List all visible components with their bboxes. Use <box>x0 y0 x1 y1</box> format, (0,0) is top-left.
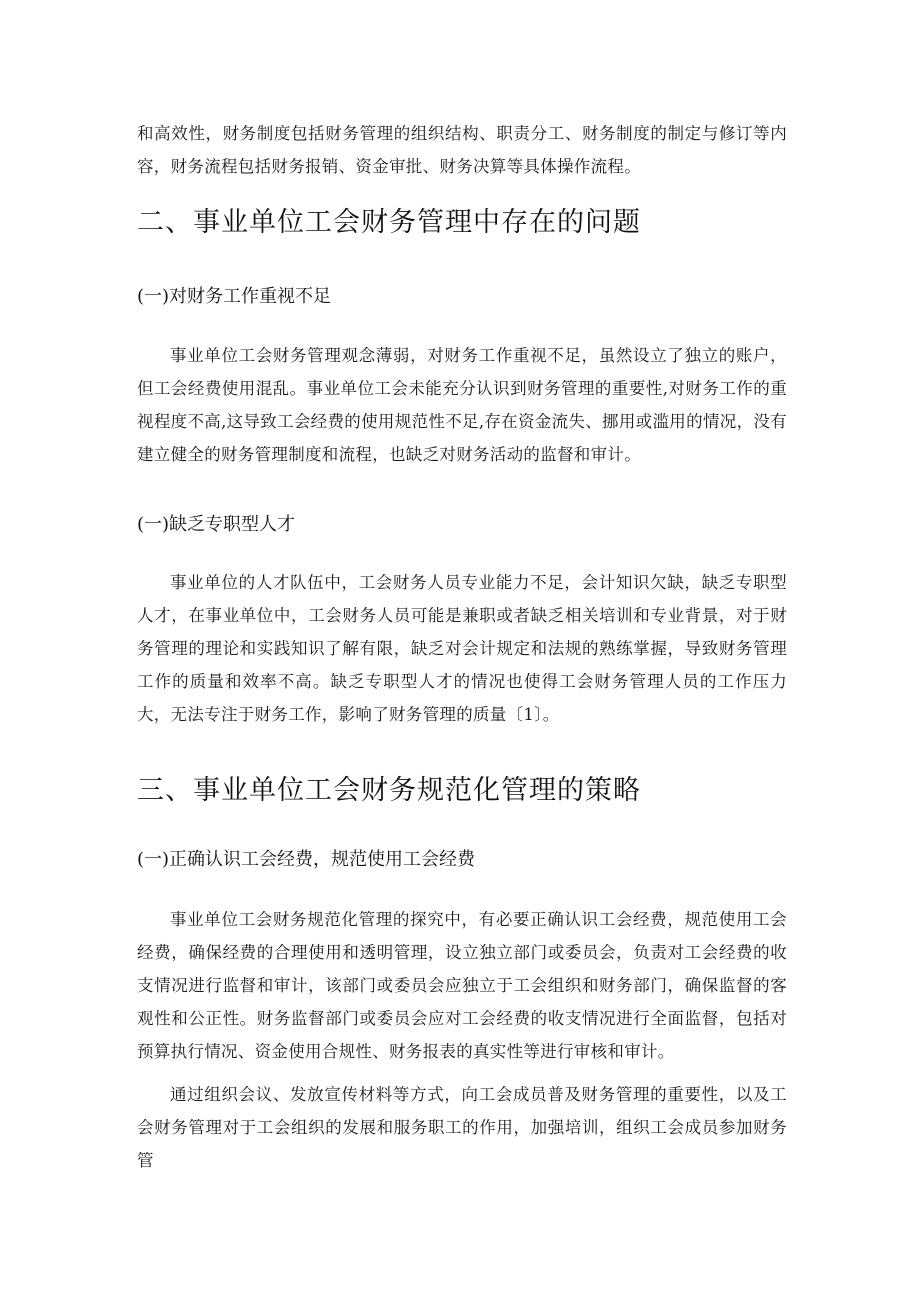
subsection-2-1-heading: (一)对财务工作重视不足 <box>137 286 332 307</box>
intro-paragraph: 和高效性，财务制度包括财务管理的组织结构、职责分工、财务制度的制定与修订等内容，财务流程包括财务报销、资金审批、财务决算等具体操作流程。 <box>137 124 787 176</box>
subsection-2-2-paragraph: 事业单位的人才队伍中，工会财务人员专业能力不足，会计知识欠缺，缺乏专职型人才，在事业单位中，工会财务人员可能是兼职或者缺乏相关培训和专业背景，对于财务管理的理论和实践知识了解有限，缺乏对会计规定和法规的熟练掌握，导致财务管理工作的质量和效率不高。缺乏专职型人才的情况也使得工会财务管理人员的工作压力大，无法专注于财务工作，影响了财务管理的质量〔1〕。 <box>137 573 787 724</box>
subsection-3-1-paragraph-1: 事业单位工会财务规范化管理的探究中，有必要正确认识工会经费，规范使用工会经费，确保经费的合理使用和透明管理，设立独立部门或委员会，负责对工会经费的收支情况进行监督和审计，该部门或委员会应独立于工会组织和财务部门，确保监督的客观性和公正性。财务监督部门或委员会应对工会经费的收支情况进行全面监督，包括对预算执行情况、资金使用合规性、财务报表的真实性等进行审核和审计。 <box>137 910 787 1061</box>
section-2-heading: 二、事业单位工会财务管理中存在的问题 <box>137 207 641 238</box>
subsection-2-2-heading: (一)缺乏专职型人才 <box>137 514 296 535</box>
section-3-heading: 三、事业单位工会财务规范化管理的策略 <box>137 775 641 806</box>
subsection-3-1-paragraph-2: 通过组织会议、发放宣传材料等方式，向工会成员普及财务管理的重要性，以及工会财务管理对于工会组织的发展和服务职工的作用，加强培训，组织工会成员参加财务管 <box>137 1085 787 1170</box>
subsection-2-1-paragraph: 事业单位工会财务管理观念薄弱，对财务工作重视不足，虽然设立了独立的账户，但工会经费使用混乱。事业单位工会未能充分认识到财务管理的重要性,对财务工作的重视程度不高,这导致工会经费的使用规范性不足,存在资金流失、挪用或滥用的情况，没有建立健全的财务管理制度和流程，也缺乏对财务活动的监督和审计。 <box>137 346 787 464</box>
subsection-3-1-heading: (一)正确认识工会经费，规范使用工会经费 <box>137 849 476 870</box>
